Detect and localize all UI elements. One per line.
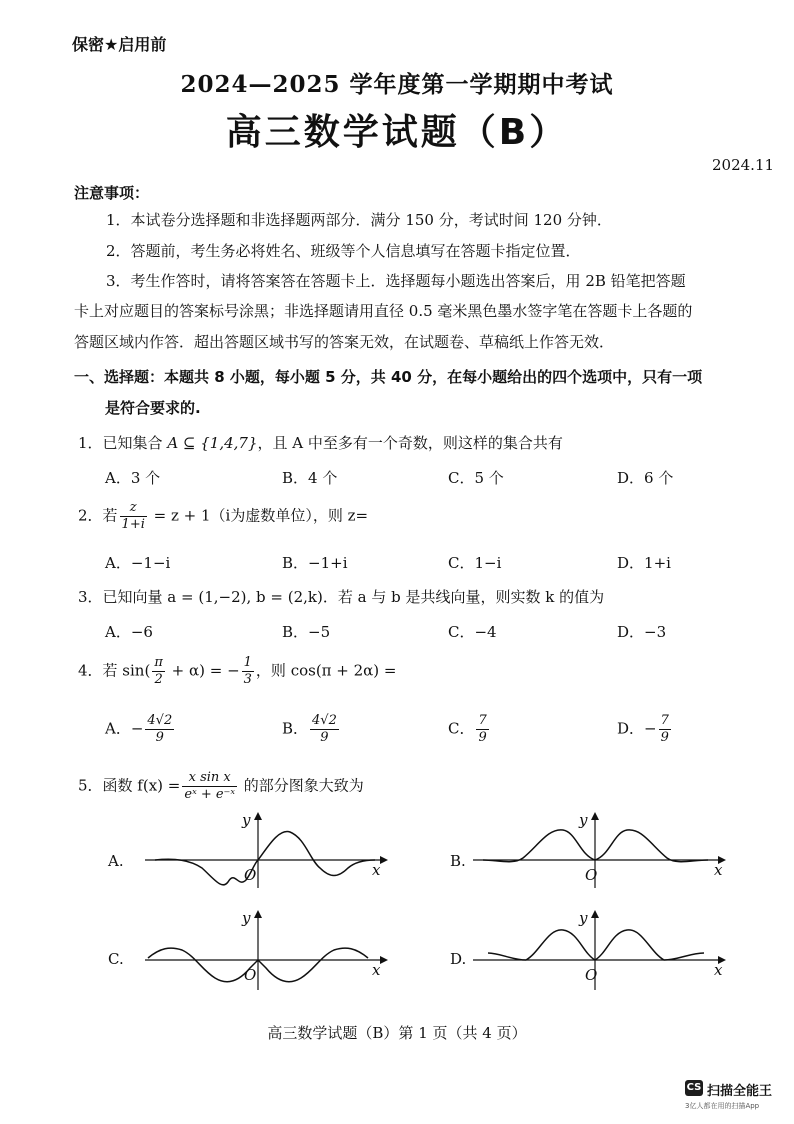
exam-year-line: 2024—2025 学年度第一学期期中考试 bbox=[180, 71, 614, 98]
q1-option-a: A．3 个 bbox=[105, 469, 161, 487]
scanner-tagline: 3亿人都在用的扫描App bbox=[685, 1102, 760, 1110]
q4-b-num: 4√2 bbox=[312, 713, 337, 728]
x-axis-arrow bbox=[380, 856, 388, 864]
q1-option-c: C．5 个 bbox=[448, 469, 504, 487]
x-axis-label: x bbox=[714, 861, 723, 879]
q2-suffix: = z + 1（i为虚数单位），则 z= bbox=[148, 506, 369, 525]
q4-b-label: B． bbox=[282, 719, 309, 738]
q5-fraction-den: eˣ + e⁻ˣ bbox=[184, 787, 236, 802]
q4-option-d bbox=[617, 713, 673, 746]
q4-pi-fraction bbox=[152, 655, 165, 688]
q4-d-label: D．− bbox=[617, 719, 657, 738]
y-axis-arrow bbox=[591, 812, 599, 820]
q4-b-fraction bbox=[310, 713, 339, 746]
y-axis-label: y bbox=[242, 811, 251, 829]
q2-prefix: 2．若 bbox=[78, 506, 118, 525]
q5-graph-c bbox=[140, 908, 390, 992]
scanner-logo-icon: CS bbox=[685, 1080, 703, 1096]
q1-prefix: 1．已知集合 bbox=[78, 434, 168, 452]
q4-a-den: 9 bbox=[155, 730, 164, 745]
origin-label: O bbox=[244, 866, 257, 884]
q4-pi-den: 2 bbox=[154, 672, 163, 687]
q4-third-den: 3 bbox=[243, 672, 252, 687]
q4-c-den: 9 bbox=[478, 730, 487, 745]
q5-option-c-label: C. bbox=[108, 950, 124, 968]
y-axis-label: y bbox=[579, 909, 588, 927]
q2-option-a: A．−1−i bbox=[105, 554, 171, 572]
notice-item-2: 2．答题前，考生务必将姓名、班级等个人信息填写在答题卡指定位置． bbox=[106, 242, 581, 260]
q2-option-c: C．1−i bbox=[448, 554, 502, 572]
y-axis-arrow bbox=[254, 910, 262, 918]
q4-third-num: 1 bbox=[243, 655, 252, 670]
q1-option-d: D．6 个 bbox=[617, 469, 674, 487]
q1-suffix: ，且 A 中至多有一个奇数，则这样的集合共有 bbox=[257, 434, 563, 452]
q5-option-b-label: B. bbox=[450, 852, 466, 870]
q3-option-d: D．−3 bbox=[617, 623, 667, 641]
page-title: 高三数学试题（B） bbox=[225, 112, 569, 153]
q5-graph-a bbox=[140, 810, 390, 890]
notice-item-3-line-2: 卡上对应题目的答案标号涂黑；非选择题请用直径 0.5 毫米黑色墨水签字笔在答题卡上各题的 bbox=[74, 302, 693, 320]
origin-label: O bbox=[585, 866, 598, 884]
graph-a-curve bbox=[155, 832, 375, 885]
q4-d-num: 7 bbox=[660, 713, 669, 728]
confidential-mark: 保密★启用前 bbox=[72, 35, 167, 54]
q4-option-b bbox=[282, 713, 341, 746]
section-1-heading: 一、选择题：本题共 8 小题，每小题 5 分，共 40 分，在每小题给出的四个选项中，只有一项 bbox=[74, 368, 703, 386]
q4-a-fraction bbox=[145, 713, 174, 746]
x-axis-label: x bbox=[372, 961, 381, 979]
section-1-heading-cont: 是符合要求的. bbox=[105, 399, 201, 417]
q4-c-fraction bbox=[476, 713, 488, 746]
q4-pi-num: π bbox=[154, 655, 163, 670]
q4-suffix: ，则 cos(π + 2α) = bbox=[255, 661, 397, 680]
q5-suffix: 的部分图象大致为 bbox=[239, 776, 364, 795]
origin-label: O bbox=[585, 966, 598, 984]
origin-label: O bbox=[244, 966, 257, 984]
y-axis-label: y bbox=[242, 909, 251, 927]
q5-prefix: 5．函数 f(x) = bbox=[78, 776, 181, 795]
q2-option-d: D．1+i bbox=[617, 554, 671, 572]
q4-third-fraction bbox=[242, 655, 254, 688]
x-axis-label: x bbox=[714, 961, 723, 979]
q5-option-d-label: D. bbox=[450, 950, 467, 968]
y-axis-label: y bbox=[579, 811, 588, 829]
q4-d-den: 9 bbox=[660, 730, 669, 745]
question-1-stem bbox=[78, 432, 563, 453]
q5-graph-d bbox=[468, 908, 728, 992]
question-5-stem bbox=[78, 770, 364, 803]
q2-fraction-num: z bbox=[120, 500, 147, 517]
y-axis-arrow bbox=[254, 812, 262, 820]
q3-option-c: C．−4 bbox=[448, 623, 497, 641]
q5-option-a-label: A. bbox=[108, 852, 124, 870]
y-axis-arrow bbox=[591, 910, 599, 918]
q2-option-b: B．−1+i bbox=[282, 554, 348, 572]
question-2-stem bbox=[78, 500, 368, 533]
q3-option-a: A．−6 bbox=[105, 623, 153, 641]
scanner-name: 扫描全能王 bbox=[707, 1084, 773, 1099]
q4-a-num: 4√2 bbox=[147, 713, 173, 728]
q1-option-b: B．4 个 bbox=[282, 469, 338, 487]
q4-prefix: 4．若 sin( bbox=[78, 661, 151, 680]
q2-fraction bbox=[120, 500, 147, 533]
q3-option-b: B．−5 bbox=[282, 623, 331, 641]
q5-fraction-num: x sin x bbox=[182, 770, 237, 787]
exam-date: 2024.11 bbox=[712, 156, 775, 174]
q5-graph-b bbox=[468, 810, 728, 890]
question-4-stem bbox=[78, 655, 397, 688]
notice-item-1: 1．本试卷分选择题和非选择题两部分．满分 150 分，考试时间 120 分钟． bbox=[106, 211, 612, 229]
q5-fraction bbox=[182, 770, 237, 803]
graph-d-curve bbox=[488, 930, 704, 960]
q4-b-den: 9 bbox=[320, 730, 329, 745]
q4-c-num: 7 bbox=[478, 713, 487, 728]
q4-option-a bbox=[105, 713, 176, 746]
x-axis-arrow bbox=[380, 956, 388, 964]
q4-a-label: A．− bbox=[105, 719, 144, 738]
notice-item-3-line-3: 答题区域内作答．超出答题区域书写的答案无效，在试题卷、草稿纸上作答无效． bbox=[74, 333, 615, 351]
question-3-stem: 3．已知向量 a = (1,−2), b = (2,k)．若 a 与 b 是共线向量，则实数 k 的值为 bbox=[78, 588, 605, 606]
q4-mid: + α) = − bbox=[166, 661, 240, 680]
q4-d-fraction bbox=[659, 713, 671, 746]
notice-heading: 注意事项： bbox=[74, 184, 150, 202]
notice-item-3-line-1: 3．考生作答时，请将答案答在答题卡上．选择题每小题选出答案后，用 2B 铅笔把答题 bbox=[106, 272, 686, 290]
q2-fraction-den: 1+i bbox=[121, 517, 145, 532]
page-footer: 高三数学试题（B）第 1 页（共 4 页） bbox=[267, 1024, 527, 1042]
q4-option-c bbox=[448, 713, 491, 746]
x-axis-label: x bbox=[372, 861, 381, 879]
q4-c-label: C． bbox=[448, 719, 475, 738]
q1-set: A ⊆ {1,4,7} bbox=[167, 434, 258, 452]
